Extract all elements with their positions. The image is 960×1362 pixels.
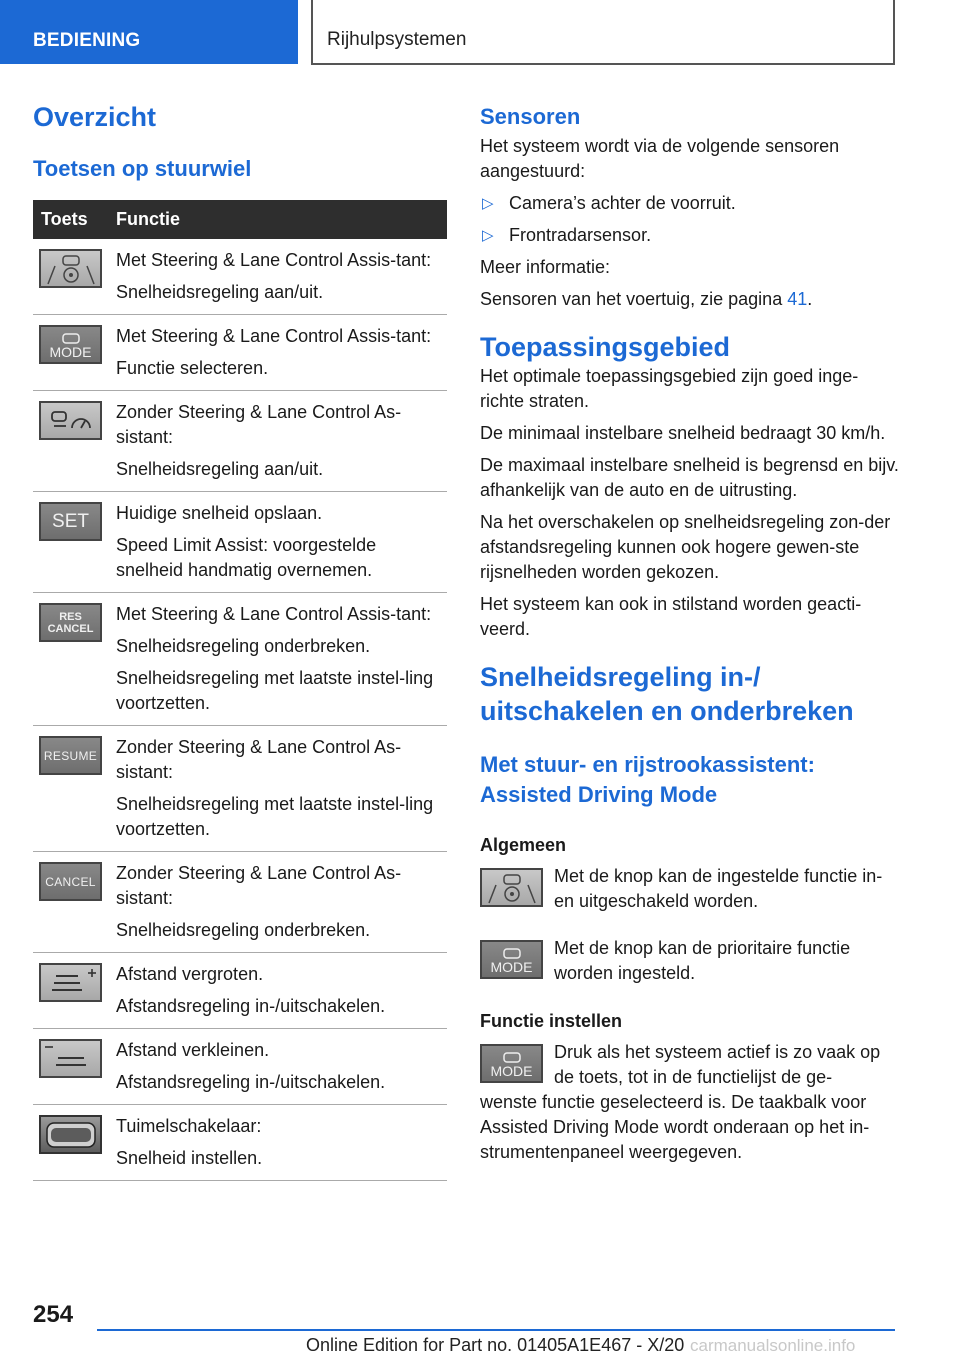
adm-title: Met stuur- en rijstrookassistent: Assisted Driving Mode <box>480 752 815 807</box>
setup-item <box>480 1040 900 1090</box>
setup-continuation: wenste functie geselecteerd is. De taakbalk voor Assisted Driving Mode wordt onderaan op het in-strumentenpaneel weergegeven. <box>480 1092 870 1162</box>
general-text: Met de knop kan de prioritaire functie worden ingesteld. <box>554 938 851 983</box>
header-chapter-box <box>311 0 895 65</box>
row-text: Tuimelschakelaar: <box>116 1116 262 1136</box>
table-row <box>33 1029 447 1105</box>
page-link[interactable]: 41 <box>787 289 808 309</box>
row-text: Met Steering & Lane Control Assis-tant: <box>116 326 432 346</box>
more-info: Meer informatie: <box>480 257 611 277</box>
resume-icon: RESUME <box>39 736 102 775</box>
page-number: 254 <box>33 1301 74 1328</box>
table-row <box>33 239 447 315</box>
left-column <box>33 100 447 1181</box>
row-text: Snelheidsregeling met laatste instel-ling voortzetten. <box>116 794 434 839</box>
row-text: Met Steering & Lane Control Assis-tant: <box>116 250 432 270</box>
setup-title: Functie instellen <box>480 1011 623 1031</box>
row-text: Afstand vergroten. <box>116 964 264 984</box>
switch-title: Snelheidsregeling in-/ uitschakelen en onderbreken <box>480 662 854 726</box>
triangle-bullet-icon: ▷ <box>482 195 494 212</box>
mode-icon: MODE <box>480 940 543 979</box>
app-paragraph: Na het overschakelen op snelheidsregeling zon-der afstandsregeling kunnen ook hogere gewen-ste rijsnelheden worden gekozen. <box>480 512 891 582</box>
row-text: Functie selecteren. <box>116 358 269 378</box>
header-section-label: BEDIENING <box>33 30 141 51</box>
row-text: Snelheidsregeling met laatste instel-ling voortzetten. <box>116 668 434 713</box>
section-title-keys: Toetsen op stuurwiel <box>33 156 252 181</box>
general-text: Met de knop kan de ingestelde functie in- en uitgeschakeld worden. <box>554 866 883 911</box>
general-title: Algemeen <box>480 835 567 855</box>
footer-edition: Online Edition for Part no. 01405A1E467 - X/20 <box>306 1335 685 1355</box>
row-text: Snelheidsregeling aan/uit. <box>116 282 324 302</box>
table-header <box>33 200 447 239</box>
mode-icon: MODE <box>480 1044 543 1083</box>
row-text: Speed Limit Assist: voorgestelde snelheid handmatig overnemen. <box>116 535 377 580</box>
row-text: Huidige snelheid opslaan. <box>116 503 323 523</box>
sensors-title: Sensoren <box>480 104 581 129</box>
setup-text: Druk als het systeem actief is zo vaak op de toets, tot in de functielijst de ge- <box>554 1042 881 1087</box>
general-item <box>480 936 900 986</box>
steering-assist-icon <box>39 249 102 288</box>
distance-plus-icon <box>39 963 102 1002</box>
row-text: Afstand verkleinen. <box>116 1040 270 1060</box>
page-title: Overzicht <box>33 102 157 132</box>
row-text: Zonder Steering & Lane Control As-sistant: <box>116 402 402 447</box>
table-row <box>33 1105 447 1181</box>
row-text: Afstandsregeling in-/uitschakelen. <box>116 1072 386 1092</box>
row-text: Snelheidsregeling aan/uit. <box>116 459 324 479</box>
header-section-tab <box>0 0 298 64</box>
row-text: Afstandsregeling in-/uitschakelen. <box>116 996 386 1016</box>
distance-minus-icon <box>39 1039 102 1078</box>
row-text: Zonder Steering & Lane Control As-sistant: <box>116 737 402 782</box>
row-text: Snelheidsregeling onderbreken. <box>116 636 371 656</box>
keys-table <box>33 200 447 1181</box>
app-paragraph: Het optimale toepassingsgebied zijn goed inge-richte straten. <box>480 366 859 411</box>
general-item <box>480 864 900 914</box>
col-header-key: Toets <box>41 209 88 229</box>
application-title: Toepassingsgebied <box>480 332 731 362</box>
set-icon: SET <box>39 502 102 541</box>
row-text: Zonder Steering & Lane Control As-sistant: <box>116 863 402 908</box>
list-item: ▷ Frontradarsensor. <box>480 223 900 248</box>
table-row <box>33 852 447 953</box>
steering-assist-icon <box>480 868 543 907</box>
table-row <box>33 726 447 852</box>
app-paragraph: Het systeem kan ook in stilstand worden geacti-veerd. <box>480 594 862 639</box>
row-text: Snelheid instellen. <box>116 1148 263 1168</box>
row-text: Met Steering & Lane Control Assis-tant: <box>116 604 432 624</box>
app-paragraph: De minimaal instelbare snelheid bedraagt 30 km/h. <box>480 423 886 443</box>
sensors-list <box>480 191 900 248</box>
sensors-intro: Het systeem wordt via de volgende sensoren aangestuurd: <box>480 136 840 181</box>
mode-icon: MODE <box>39 325 102 364</box>
table-row <box>33 315 447 391</box>
row-text: Snelheidsregeling onderbreken. <box>116 920 371 940</box>
table-row <box>33 593 447 726</box>
app-paragraph: De maximaal instelbare snelheid is begrensd en bijv. afhankelijk van de auto en de uitrusting. <box>480 455 899 500</box>
table-row <box>33 492 447 593</box>
col-header-function: Functie <box>116 209 181 229</box>
res-cancel-icon: RES CANCEL <box>39 603 102 642</box>
watermark: carmanualsonline.info <box>690 1336 856 1355</box>
cruise-control-icon <box>39 401 102 440</box>
list-item: ▷ Camera’s achter de voorruit. <box>480 191 900 216</box>
right-column <box>480 100 900 1165</box>
footer-divider <box>97 1329 895 1331</box>
cancel-icon: CANCEL <box>39 862 102 901</box>
header-chapter-label: Rijhulpsystemen <box>327 29 467 50</box>
sensors-reference: Sensoren van het voertuig, zie pagina 41. <box>480 289 813 309</box>
table-row <box>33 953 447 1029</box>
table-row <box>33 391 447 492</box>
triangle-bullet-icon: ▷ <box>482 227 494 244</box>
rocker-switch-icon <box>39 1115 102 1154</box>
